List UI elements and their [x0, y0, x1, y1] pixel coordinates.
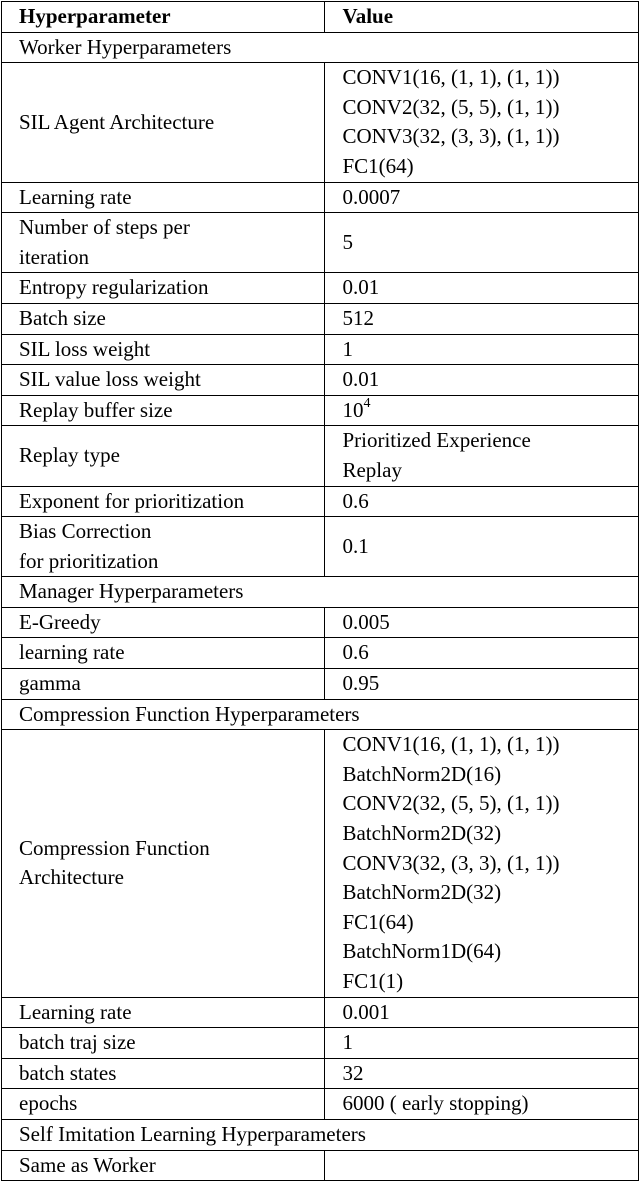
table-row: [2, 669, 639, 700]
value-exponent: 4: [363, 395, 371, 411]
param-name: E-Greedy: [2, 607, 325, 638]
table-row: [2, 1058, 639, 1089]
table-row: [2, 303, 639, 334]
param-name: Replay type: [2, 426, 325, 486]
table-row: [2, 486, 639, 517]
param-value: 0.6: [325, 486, 639, 517]
arch-line: FC1(64): [342, 909, 414, 934]
arch-line: CONV3(32, (3, 3), (1, 1)): [342, 124, 560, 149]
param-name: SIL value loss weight: [2, 365, 325, 396]
table-row: [2, 1028, 639, 1059]
arch-line: BatchNorm2D(32): [342, 821, 502, 846]
param-value: 0.1: [325, 517, 639, 577]
param-value: 1: [325, 1028, 639, 1059]
table-row: [2, 730, 639, 997]
arch-line: FC1(1): [342, 969, 404, 993]
table-row: [2, 63, 639, 182]
arch-line: BatchNorm2D(32): [342, 880, 502, 905]
param-name: Replay buffer size: [2, 395, 325, 426]
param-value: [325, 1150, 639, 1181]
table-row: [2, 182, 639, 213]
param-value: 512: [325, 303, 639, 334]
section-row: [2, 1119, 639, 1150]
header-value: Value: [325, 2, 639, 33]
table-row: [2, 607, 639, 638]
param-value: 5: [325, 213, 639, 273]
param-name: batch states: [2, 1058, 325, 1089]
param-name: [2, 213, 325, 273]
param-value: 0.6: [325, 638, 639, 669]
param-name: SIL loss weight: [2, 334, 325, 365]
section-compression: Compression Function Hyperparameters: [2, 699, 639, 730]
arch-line: CONV3(32, (3, 3), (1, 1)): [342, 850, 560, 875]
arch-line: CONV1(16, (1, 1), (1, 1)): [342, 732, 560, 757]
hyperparameter-table: [1, 1, 639, 1181]
table-row: [2, 395, 639, 426]
param-name: Learning rate: [2, 182, 325, 213]
param-name: SIL Agent Architecture: [2, 63, 325, 182]
section-manager: Manager Hyperparameters: [2, 577, 639, 608]
param-name: Batch size: [2, 303, 325, 334]
table-row: [2, 273, 639, 304]
table-row: [2, 1150, 639, 1181]
section-worker: Worker Hyperparameters: [2, 32, 639, 63]
section-row: [2, 577, 639, 608]
param-name-line: Compression Function: [19, 835, 210, 860]
arch-line: CONV2(32, (5, 5), (1, 1)): [342, 94, 560, 119]
param-value-line: Replay: [342, 457, 402, 482]
param-name: [2, 730, 325, 997]
param-value: 0.01: [325, 273, 639, 304]
param-name-line: iteration: [19, 244, 89, 269]
arch-line: BatchNorm2D(16): [342, 761, 502, 786]
section-sil: Self Imitation Learning Hyperparameters: [2, 1119, 639, 1150]
param-name: Learning rate: [2, 997, 325, 1028]
param-value: [325, 730, 639, 997]
param-name: epochs: [2, 1089, 325, 1120]
param-value: [325, 395, 639, 426]
param-name-line: Architecture: [19, 865, 124, 890]
param-name: Same as Worker: [2, 1150, 325, 1181]
param-value: 0.001: [325, 997, 639, 1028]
arch-line: CONV2(32, (5, 5), (1, 1)): [342, 791, 560, 816]
header-row: [2, 2, 639, 33]
param-name: batch traj size: [2, 1028, 325, 1059]
table-row: [2, 213, 639, 273]
param-name-line: Number of steps per: [19, 215, 190, 240]
section-row: [2, 32, 639, 63]
param-name: [2, 517, 325, 577]
param-value: 6000 ( early stopping): [325, 1089, 639, 1120]
param-name: gamma: [2, 669, 325, 700]
param-value: 0.005: [325, 607, 639, 638]
param-name-line: Bias Correction: [19, 519, 152, 544]
param-name: learning rate: [2, 638, 325, 669]
param-name-line: for prioritization: [19, 548, 159, 573]
param-value-line: Prioritized Experience: [342, 428, 531, 453]
param-value: [325, 426, 639, 486]
table-row: [2, 365, 639, 396]
table-row: [2, 334, 639, 365]
section-row: [2, 699, 639, 730]
value-base: 10: [342, 397, 364, 422]
param-value: 0.01: [325, 365, 639, 396]
table-row: [2, 638, 639, 669]
param-value: 1: [325, 334, 639, 365]
table-row: [2, 997, 639, 1028]
param-value: 32: [325, 1058, 639, 1089]
arch-line: BatchNorm1D(64): [342, 939, 502, 964]
param-value: 0.0007: [325, 182, 639, 213]
param-value: [325, 63, 639, 182]
table-row: [2, 1089, 639, 1120]
arch-line: FC1(64): [342, 153, 414, 178]
table-row: [2, 517, 639, 577]
param-name: Exponent for prioritization: [2, 486, 325, 517]
param-value: 0.95: [325, 669, 639, 700]
table-row: [2, 426, 639, 486]
header-hyperparameter: Hyperparameter: [2, 2, 325, 33]
arch-line: CONV1(16, (1, 1), (1, 1)): [342, 65, 560, 90]
param-name: Entropy regularization: [2, 273, 325, 304]
